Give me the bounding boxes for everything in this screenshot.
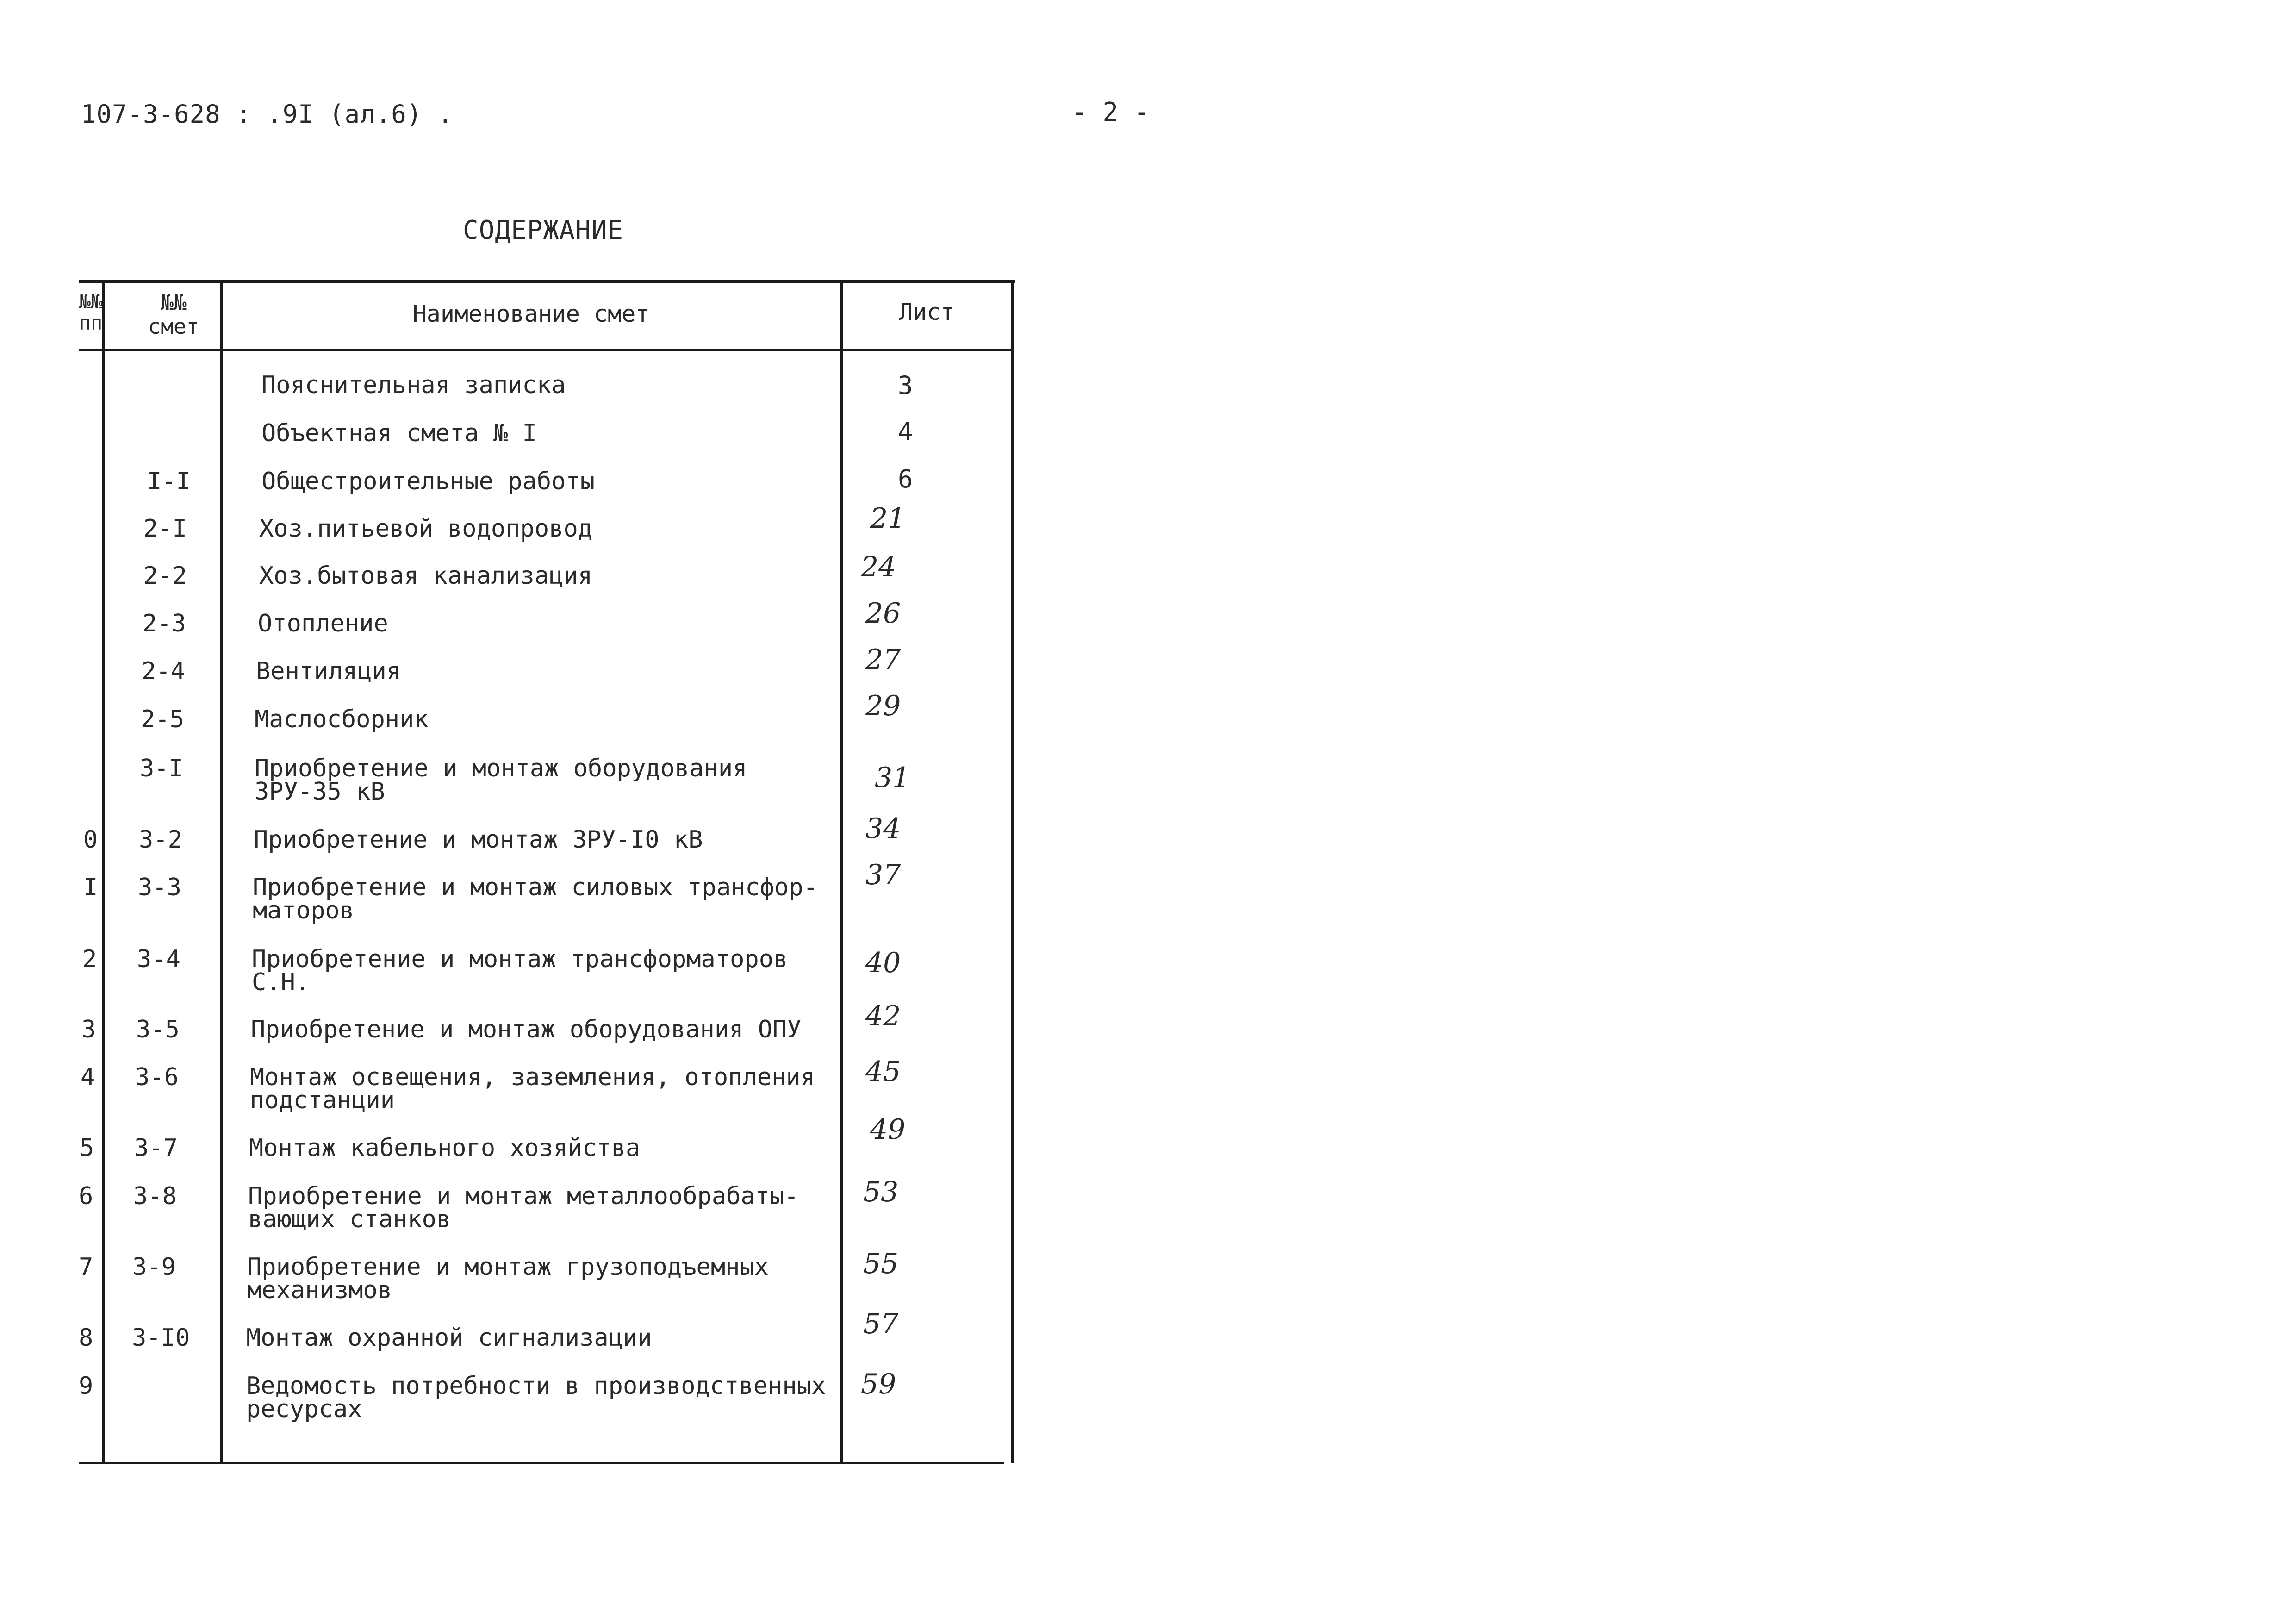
row-name: Отопление bbox=[258, 610, 388, 637]
row-name-continued: С.Н. bbox=[252, 968, 310, 996]
table-bottom-border bbox=[79, 1462, 1004, 1464]
row-sheet: 37 bbox=[865, 859, 901, 891]
row-pp: 3 bbox=[81, 1016, 96, 1043]
row-name: Вентиляция bbox=[256, 657, 401, 685]
row-sheet: 55 bbox=[863, 1248, 899, 1280]
column-divider-smeta bbox=[220, 280, 223, 1463]
row-sheet: 27 bbox=[865, 643, 901, 676]
row-smeta: 2-4 bbox=[142, 657, 185, 685]
row-name-continued: ресурсах bbox=[246, 1395, 362, 1423]
row-smeta: 3-4 bbox=[137, 945, 180, 973]
row-sheet: 24 bbox=[861, 551, 896, 583]
row-name: Монтаж освещения, заземления, отопления bbox=[250, 1063, 815, 1091]
row-pp: I bbox=[83, 874, 98, 901]
row-sheet: 6 bbox=[898, 464, 913, 493]
row-pp: 2 bbox=[82, 945, 97, 973]
row-pp: 9 bbox=[79, 1372, 93, 1400]
page-number: - 2 - bbox=[1071, 97, 1150, 127]
row-name-continued: вающих станков bbox=[248, 1206, 451, 1233]
column-divider-pp bbox=[102, 280, 105, 1463]
row-smeta: 3-I bbox=[140, 755, 183, 782]
row-name: Приобретение и монтаж силовых трансфор- bbox=[253, 874, 818, 901]
row-name: Ведомость потребности в производственных bbox=[246, 1372, 826, 1400]
row-name: Приобретение и монтаж грузоподъемных bbox=[247, 1253, 769, 1281]
row-name: Хоз.питьевой водопровод bbox=[259, 515, 593, 543]
row-name: Приобретение и монтаж ЗРУ-I0 кВ bbox=[254, 826, 703, 854]
row-sheet: 42 bbox=[865, 1000, 901, 1032]
row-sheet: 31 bbox=[875, 762, 910, 794]
row-sheet: 26 bbox=[865, 597, 901, 630]
row-smeta: 3-3 bbox=[138, 874, 181, 901]
row-smeta: 3-I0 bbox=[132, 1324, 190, 1352]
row-sheet: 3 bbox=[898, 371, 913, 400]
row-pp: 8 bbox=[79, 1324, 93, 1352]
row-name: Приобретение и монтаж металлообрабаты- bbox=[248, 1182, 799, 1210]
row-sheet: 29 bbox=[865, 690, 901, 722]
row-smeta: I-I bbox=[147, 468, 191, 495]
row-name: Объектная смета № I bbox=[261, 419, 537, 447]
row-smeta: 3-2 bbox=[139, 826, 182, 854]
row-name-continued: ЗРУ-35 кВ bbox=[255, 778, 385, 806]
row-sheet: 45 bbox=[865, 1056, 901, 1088]
contents-table bbox=[79, 280, 1016, 1465]
table-right-border bbox=[1011, 280, 1014, 1463]
page-title: СОДЕРЖАНИЕ bbox=[463, 215, 624, 245]
row-name: Хоз.бытовая канализация bbox=[259, 562, 593, 590]
row-sheet: 34 bbox=[865, 812, 901, 845]
row-name: Монтаж кабельного хозяйства bbox=[249, 1134, 641, 1162]
row-pp: 7 bbox=[79, 1253, 93, 1281]
column-header-sheet: Лист bbox=[899, 299, 955, 325]
row-smeta: 2-3 bbox=[143, 610, 186, 637]
row-sheet: 40 bbox=[865, 947, 901, 979]
row-sheet: 21 bbox=[870, 502, 906, 535]
column-header-smeta: №№ смет bbox=[148, 290, 199, 339]
row-smeta: 3-9 bbox=[132, 1253, 176, 1281]
header-separator bbox=[79, 349, 1013, 351]
row-sheet: 4 bbox=[898, 417, 913, 446]
row-sheet: 49 bbox=[870, 1113, 906, 1146]
row-name: Монтаж охранной сигнализации bbox=[246, 1324, 652, 1352]
row-name: Маслосборник bbox=[255, 706, 429, 733]
row-sheet: 59 bbox=[861, 1368, 896, 1400]
row-name-continued: маторов bbox=[253, 897, 355, 924]
document-code: 107-3-628 : .9I (ал.6) . bbox=[81, 100, 454, 129]
row-smeta: 2-2 bbox=[143, 562, 187, 590]
row-name-continued: механизмов bbox=[247, 1276, 392, 1304]
table-top-border bbox=[79, 280, 1015, 283]
row-pp: 4 bbox=[81, 1063, 95, 1091]
row-smeta: 3-7 bbox=[134, 1134, 178, 1162]
row-pp: 6 bbox=[79, 1182, 93, 1210]
column-divider-name bbox=[840, 280, 843, 1463]
row-smeta: 2-5 bbox=[141, 706, 184, 733]
row-smeta: 3-5 bbox=[136, 1016, 180, 1043]
row-name-continued: подстанции bbox=[250, 1087, 395, 1114]
row-name: Приобретение и монтаж трансформаторов bbox=[252, 945, 788, 973]
column-header-pp: №№ пп bbox=[79, 290, 103, 334]
row-sheet: 53 bbox=[863, 1176, 899, 1208]
row-pp: 0 bbox=[83, 826, 98, 854]
row-smeta: 2-I bbox=[143, 515, 187, 543]
row-name: Приобретение и монтаж оборудования ОПУ bbox=[251, 1016, 802, 1043]
row-name: Общестроительные работы bbox=[261, 468, 595, 495]
row-smeta: 3-8 bbox=[133, 1182, 177, 1210]
row-name: Пояснительная записка bbox=[261, 371, 566, 399]
row-smeta: 3-6 bbox=[135, 1063, 179, 1091]
column-header-name: Наименование смет bbox=[412, 300, 650, 327]
row-name: Приобретение и монтаж оборудования bbox=[255, 755, 747, 782]
row-sheet: 57 bbox=[863, 1308, 899, 1340]
row-pp: 5 bbox=[80, 1134, 94, 1162]
